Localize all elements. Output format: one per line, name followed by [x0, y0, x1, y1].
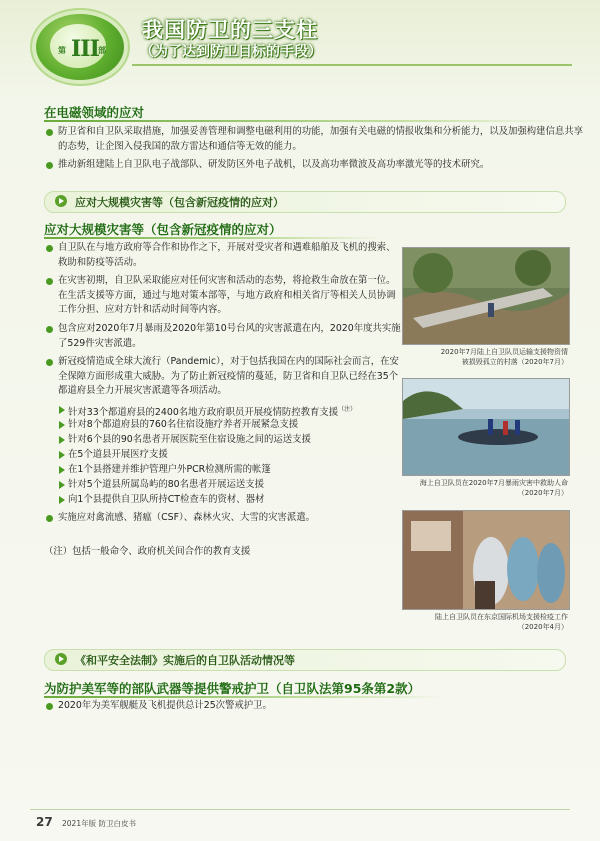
bullet-item: 在灾害初期，自卫队采取能应对任何灾害和活动的态势，将抢救生命放在第一位。在生活支援等方面，通过与地对策本部等，与地方政府和相关省厅等相关人员协调工作分担、应对方针和活动时间等内容。 [44, 274, 404, 318]
part-badge-di: 第 [58, 46, 66, 55]
band-label: 《和平安全法制》实施后的自卫队活动情况等 [75, 654, 295, 667]
section-underline [44, 120, 564, 122]
bullet-item: 防卫省和自卫队采取措施，加强妥善管理和调整电磁利用的功能，加强有关电磁的情报收集和分析能力，以及加强构建信息共享的态势，让企图入侵我国的敌方雷达和通信等无效的能力。 [44, 125, 588, 154]
sub-item: 在5个道县开展医疗支援 [56, 448, 168, 462]
page-number: 27 [36, 815, 53, 829]
part-badge-inner [50, 24, 106, 68]
bullet-item: 实施应对禽流感、猪瘟（CSF）、森林火灾、大雪的灾害派遣。 [44, 511, 404, 526]
part-badge-bu: 部 [98, 46, 106, 55]
sub-item: 向1个县提供自卫队所持CT检查车的资材、器材 [56, 493, 264, 507]
footer-divider [30, 809, 570, 810]
section-underline [44, 237, 384, 239]
chapter-header [0, 0, 600, 96]
part-badge [36, 14, 124, 80]
page-title: 我国防卫的三支柱 [142, 18, 318, 42]
part-badge-number: III [71, 36, 99, 62]
bullet-item: 2020年为美军舰艇及飞机提供总计25次警戒护卫。 [44, 699, 588, 714]
section-heading-electromagnetic: 在电磁领域的应对 [44, 105, 145, 120]
sub-item: 针对33个都道府县的2400名地方政府职员开展疫情防控教育支援$^{(注)}$ [56, 403, 356, 420]
header-divider [132, 64, 572, 66]
footnote: （注）包括一般命令、政府机关间合作的教育支援 [44, 546, 251, 557]
section-heading-escort: 为防护美军等的部队武器等提供警戒护卫（自卫队法第95条第2款） [44, 681, 421, 696]
section-underline [44, 696, 444, 698]
bullet-item: 包含应对2020年7月暴雨及2020年第10号台风的灾害派遣在内，2020年度共实施了529件灾害派遣。 [44, 322, 404, 351]
band-arrow-icon [55, 195, 67, 207]
footer-title: 2021年版 防卫白皮书 [62, 819, 136, 828]
photo-caption: 陆上自卫队员在东京国际机场支援检疫工作 （2020年4月） [435, 613, 568, 631]
section-band-disaster [44, 191, 566, 213]
photo-sea-rescue [402, 378, 570, 476]
note-marker: （注） [338, 406, 357, 413]
sub-item: 针对6个县的90名患者开展医院至住宿设施之间的运送支援 [56, 433, 311, 447]
band-label: 应对大规模灾害等（包含新冠疫情的应对） [75, 196, 284, 209]
sub-item: 针对5个道县所属岛屿的80名患者开展运送支援 [56, 478, 264, 492]
page-subtitle: （为了达到防卫目标的手段） [140, 44, 322, 60]
bullet-item: 新冠疫情造成全球大流行（Pandemic），对于包括我国在内的国际社会而言，在安全保障方面形成重大威胁。为了防止新冠疫情的蔓延，防卫省和自卫队已经在35个都道府县全力开展灾害派遣等各项活动。 [44, 355, 404, 399]
photo-airport-quarantine [402, 510, 570, 610]
photo-flood-village [402, 247, 570, 345]
photo-caption: 海上自卫队员在2020年7月暴雨灾害中救助人命 （2020年7月） [419, 479, 568, 497]
photo-caption: 2020年7月陆上自卫队员运输支援物资情 被损毁孤立的村落（2020年7月） [440, 348, 568, 366]
sub-item: 在1个县搭建并维护管理户外PCR检测所需的帐篷 [56, 463, 271, 477]
bullet-item: 推动新组建陆上自卫队电子战部队、研发防区外电子战机，以及高功率微波及高功率激光等的技术研究。 [44, 158, 588, 173]
section-heading-disaster: 应对大规模灾害等（包含新冠疫情的应对） [44, 222, 282, 237]
section-band-peace [44, 649, 566, 671]
band-arrow-icon [55, 653, 67, 665]
bullet-item: 自卫队在与地方政府等合作和协作之下，开展对受灾者和遇难船舶及飞机的搜索、救助和防疫等活动。 [44, 241, 404, 270]
sub-item: 针对8个都道府县的760名住宿设施疗养者开展紧急支援 [56, 418, 298, 432]
